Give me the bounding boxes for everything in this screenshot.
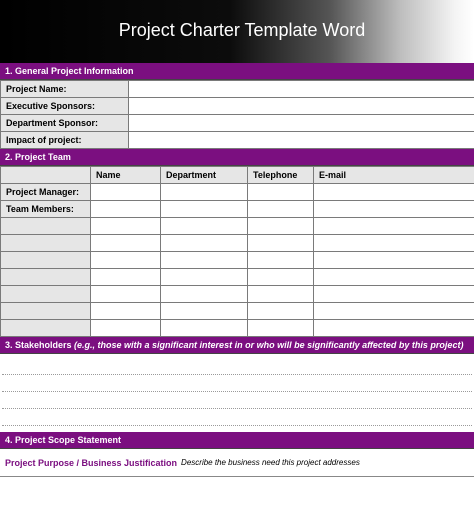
- section-heading-stakeholders: [0, 337, 474, 354]
- table-row: [1, 115, 474, 132]
- scope-purpose-row[interactable]: [0, 449, 474, 477]
- table-header-row: [1, 167, 474, 184]
- field-label: Executive Sponsors:: [1, 98, 129, 115]
- section-heading-text: 3. Stakeholders: [5, 340, 72, 350]
- team-cell[interactable]: [314, 184, 474, 201]
- executive-sponsors-field[interactable]: [129, 98, 474, 115]
- team-cell[interactable]: [161, 303, 248, 320]
- team-cell[interactable]: [91, 320, 161, 337]
- column-header-telephone: Telephone: [248, 167, 314, 184]
- table-row: [1, 235, 474, 252]
- field-label: Project Name:: [1, 81, 129, 98]
- table-row: [1, 98, 474, 115]
- team-cell[interactable]: [91, 184, 161, 201]
- writing-line: [2, 409, 472, 426]
- team-cell[interactable]: [314, 286, 474, 303]
- section-heading-scope: 4. Project Scope Statement: [0, 432, 474, 449]
- table-row: [1, 184, 474, 201]
- column-header-name: Name: [91, 167, 161, 184]
- team-cell[interactable]: [248, 286, 314, 303]
- table-row: [1, 132, 474, 149]
- stakeholders-lines[interactable]: [0, 354, 474, 432]
- team-cell[interactable]: [314, 218, 474, 235]
- title-banner: [0, 0, 474, 63]
- section-heading-team: 2. Project Team: [0, 149, 474, 166]
- row-label: [1, 218, 91, 235]
- table-row: [1, 303, 474, 320]
- row-label: [1, 303, 91, 320]
- department-sponsor-field[interactable]: [129, 115, 474, 132]
- row-label: [1, 286, 91, 303]
- team-cell[interactable]: [91, 286, 161, 303]
- purpose-description: Describe the business need this project addresses: [181, 458, 360, 467]
- team-cell[interactable]: [161, 201, 248, 218]
- row-label: [1, 320, 91, 337]
- writing-line: [2, 358, 472, 375]
- team-cell[interactable]: [314, 303, 474, 320]
- table-row: [1, 269, 474, 286]
- team-cell[interactable]: [91, 269, 161, 286]
- project-team-table: [0, 166, 474, 337]
- team-cell[interactable]: [314, 235, 474, 252]
- field-label: Impact of project:: [1, 132, 129, 149]
- project-name-field[interactable]: [129, 81, 474, 98]
- team-cell[interactable]: [161, 235, 248, 252]
- team-cell[interactable]: [314, 320, 474, 337]
- team-cell[interactable]: [314, 269, 474, 286]
- team-cell[interactable]: [91, 218, 161, 235]
- team-cell[interactable]: [248, 184, 314, 201]
- team-cell[interactable]: [161, 269, 248, 286]
- table-row: [1, 218, 474, 235]
- team-cell[interactable]: [248, 320, 314, 337]
- purpose-label: Project Purpose / Business Justification: [5, 457, 178, 468]
- team-cell[interactable]: [248, 235, 314, 252]
- row-label: Project Manager:: [1, 184, 91, 201]
- row-label: Team Members:: [1, 201, 91, 218]
- team-cell[interactable]: [248, 218, 314, 235]
- team-cell[interactable]: [314, 252, 474, 269]
- team-cell[interactable]: [161, 286, 248, 303]
- table-row: [1, 320, 474, 337]
- team-cell[interactable]: [161, 184, 248, 201]
- section-heading-general: 1. General Project Information: [0, 63, 474, 80]
- team-cell[interactable]: [91, 201, 161, 218]
- table-row: [1, 252, 474, 269]
- team-cell[interactable]: [248, 252, 314, 269]
- team-rows: [1, 184, 474, 337]
- team-cell[interactable]: [91, 252, 161, 269]
- team-cell[interactable]: [161, 320, 248, 337]
- general-info-table: [0, 80, 474, 149]
- table-row: [1, 286, 474, 303]
- team-cell[interactable]: [314, 201, 474, 218]
- team-cell[interactable]: [248, 201, 314, 218]
- team-cell[interactable]: [91, 235, 161, 252]
- column-header-department: Department: [161, 167, 248, 184]
- table-row: [1, 81, 474, 98]
- section-heading-note: (e.g., those with a significant interest in or who will be significantly affected by this project): [74, 340, 464, 350]
- row-label: [1, 235, 91, 252]
- field-label: Department Sponsor:: [1, 115, 129, 132]
- column-header: [1, 167, 91, 184]
- team-cell[interactable]: [248, 269, 314, 286]
- writing-line: [2, 375, 472, 392]
- table-row: [1, 201, 474, 218]
- writing-line: [2, 392, 472, 409]
- row-label: [1, 252, 91, 269]
- team-cell[interactable]: [91, 303, 161, 320]
- team-cell[interactable]: [161, 252, 248, 269]
- team-cell[interactable]: [161, 218, 248, 235]
- row-label: [1, 269, 91, 286]
- impact-field[interactable]: [129, 132, 474, 149]
- page-title: Project Charter Template Word: [118, 20, 366, 40]
- column-header-email: E-mail: [314, 167, 474, 184]
- team-cell[interactable]: [248, 303, 314, 320]
